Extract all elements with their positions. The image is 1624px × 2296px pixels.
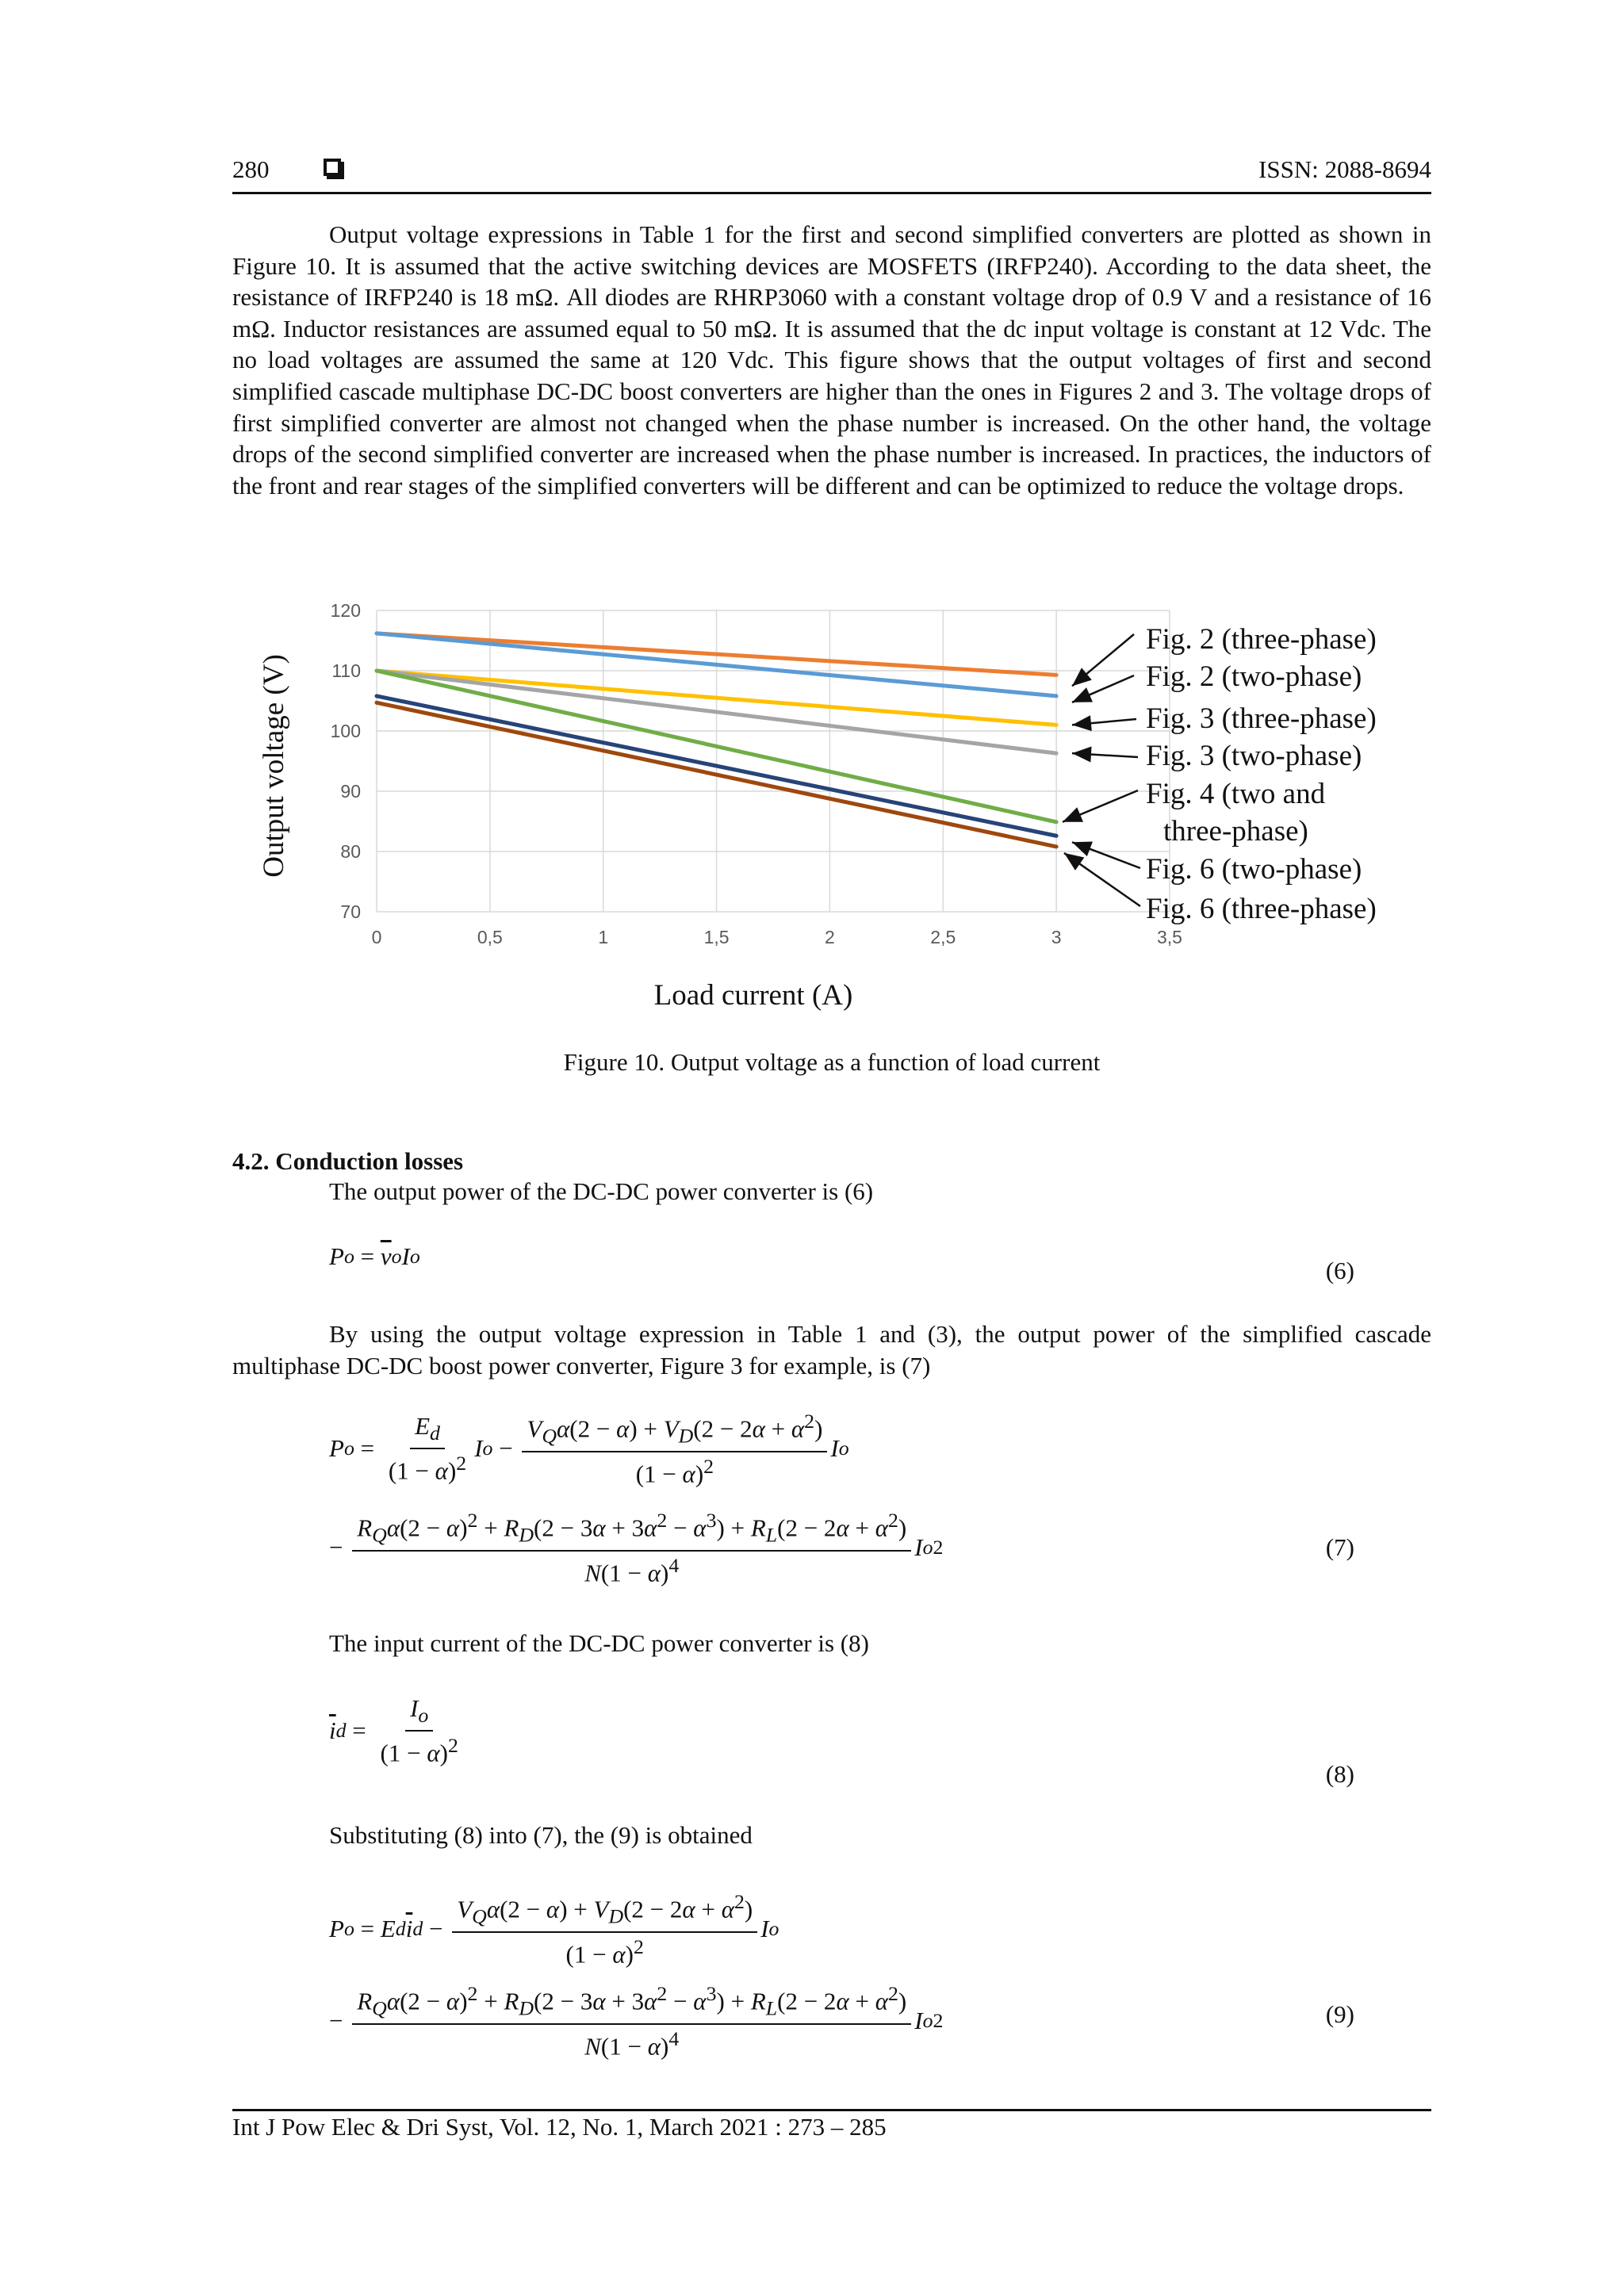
- annotation-label-6: Fig. 6 (three-phase): [1146, 893, 1377, 925]
- journal-issn: ISSN: 2088-8694: [1258, 155, 1431, 183]
- x-tick-label-2: 1: [598, 927, 609, 947]
- section-heading: 4.2. Conduction losses: [232, 1147, 464, 1175]
- y-tick-label-2: 90: [340, 781, 361, 802]
- chart-y-axis-label: Output voltage (V): [258, 654, 290, 878]
- x-tick-label-5: 2,5: [930, 927, 956, 947]
- y-tick-label-5: 120: [330, 600, 361, 621]
- section-intro-text: The output power of the DC-DC power converter is (6): [329, 1177, 874, 1205]
- annotation-label-3: Fig. 3 (two-phase): [1146, 740, 1362, 772]
- annotation-arrow-head-6: [1064, 853, 1084, 871]
- header-rule: [232, 192, 1431, 194]
- annotation-label-2: Fig. 3 (three-phase): [1146, 702, 1377, 735]
- annotation-arrow-head-2: [1072, 715, 1092, 731]
- figure-caption: Figure 10. Output voltage as a function of load current: [563, 1048, 1101, 1076]
- equation-9-line-2: − $\frac{R_Q\alpha(2 - \alpha)^2 + R_D(2 - 3\alpha + 3\alpha^2 - \alpha^3) + R_L(2 - 2\alpha + \alpha^2)}{N(1 - \alpha)^4}$ I o 2: [329, 1982, 944, 2060]
- paragraph-output-power: By using the output voltage expression in Table 1 and (3), the output power of the simplified cascade multiphase DC-DC boost power converter, Figure 3 for example, is (7): [232, 1320, 1431, 1380]
- y-tick-label-3: 100: [330, 721, 361, 741]
- annotation-label-4: Fig. 4 (two and: [1146, 778, 1326, 810]
- annotation-arrow-head-3: [1072, 747, 1092, 763]
- annotation-arrow-head-4: [1063, 807, 1083, 821]
- annotation-arrow-head-5: [1072, 841, 1093, 856]
- equation-6: P o = $\overline{v}$ o I o: [329, 1242, 420, 1270]
- chart-x-axis-label: Load current (A): [653, 979, 853, 1012]
- footer-rule: [232, 2109, 1431, 2111]
- x-tick-label-7: 3,5: [1157, 927, 1182, 947]
- input-current-text: The input current of the DC-DC power converter is (8): [329, 1629, 869, 1657]
- chart-annotations: [1063, 623, 1377, 925]
- x-tick-label-0: 0: [371, 927, 382, 947]
- equation-number-6: (6): [1325, 1257, 1354, 1284]
- x-tick-label-4: 2: [825, 927, 835, 947]
- paragraph-output-voltage: Output voltage expressions in Table 1 for the first and second simplified converters are plotted as shown in Figure 10. It is assumed that the active switching devices are MOSFETS (IRFP240). According to the data sheet, the resistance of IRFP240 is 18 mΩ. All diodes are RHRP3060 with a constant voltage drop of 0.9 V and a resistance of 16 mΩ. Inductor resistances are assumed equal to 50 mΩ. It is assumed that the dc input voltage is constant at 12 Vdc. The no load voltages are assumed the same at 120 Vdc. This figure shows that the output voltages of first and second simplified cascade multiphase DC-DC boost converters are higher than the ones in Figures 2 and 3. The voltage drops of first simplified converter are almost not changed when the phase number is increased. On the other hand, the voltage drops of the second simplified converter are increased when the phase number is increased. In practices, the inductors of the front and rear stages of the simplified converters will be different and can be optimized to reduce the voltage drops.: [232, 220, 1431, 499]
- x-tick-label-1: 0,5: [477, 927, 503, 947]
- footer-citation: Int J Pow Elec & Dri Syst, Vol. 12, No. 1, March 2021 : 273 – 285: [232, 2113, 887, 2141]
- substituting-text: Substituting (8) into (7), the (9) is obtained: [329, 1821, 753, 1849]
- equation-8: $\overline{i}$ d = $\frac{I_o}{(1 - \alpha)^2}$: [329, 1694, 458, 1767]
- annotation-label-1: Fig. 2 (two-phase): [1146, 660, 1362, 693]
- equation-7-line-2: − $\frac{R_Q\alpha(2 - \alpha)^2 + R_D(2 - 3\alpha + 3\alpha^2 - \alpha^3) + R_L(2 - 2\alpha + \alpha^2)}{N(1 - \alpha)^4}$ I o 2: [329, 1509, 944, 1586]
- equation-9-line-1: P o = E d $\overline{i}$ d − $\frac{V_Q\alpha(2 - \alpha) + V_D(2 - 2\alpha + \alpha^2)}{(1 - \alpha)^2}$ I o: [329, 1890, 779, 1968]
- annotation-label-0: Fig. 2 (three-phase): [1146, 623, 1377, 656]
- y-tick-label-0: 70: [340, 901, 361, 922]
- equation-number-9: (9): [1325, 2000, 1354, 2028]
- y-tick-label-1: 80: [340, 841, 361, 862]
- x-tick-label-3: 1,5: [703, 927, 730, 947]
- equation-number-8: (8): [1325, 1760, 1354, 1788]
- figure-10-chart: [258, 591, 1411, 1023]
- equation-7-line-1: P o = $\frac{E_d}{(1 - \alpha)^2}$ I o − $\frac{V_Q\alpha(2 - \alpha) + V_D(2 - 2\alpha + \alpha^2)}{(1 - \alpha)^2}$ I o: [329, 1410, 849, 1487]
- annotation-label-4-line2: three-phase): [1163, 815, 1308, 848]
- annotation-label-5: Fig. 6 (two-phase): [1146, 853, 1362, 886]
- page-number: 280: [232, 155, 270, 183]
- journal-square-icon: [324, 159, 341, 176]
- y-tick-label-4: 110: [331, 660, 361, 681]
- equation-number-7: (7): [1325, 1533, 1354, 1561]
- x-tick-label-6: 3: [1051, 927, 1062, 947]
